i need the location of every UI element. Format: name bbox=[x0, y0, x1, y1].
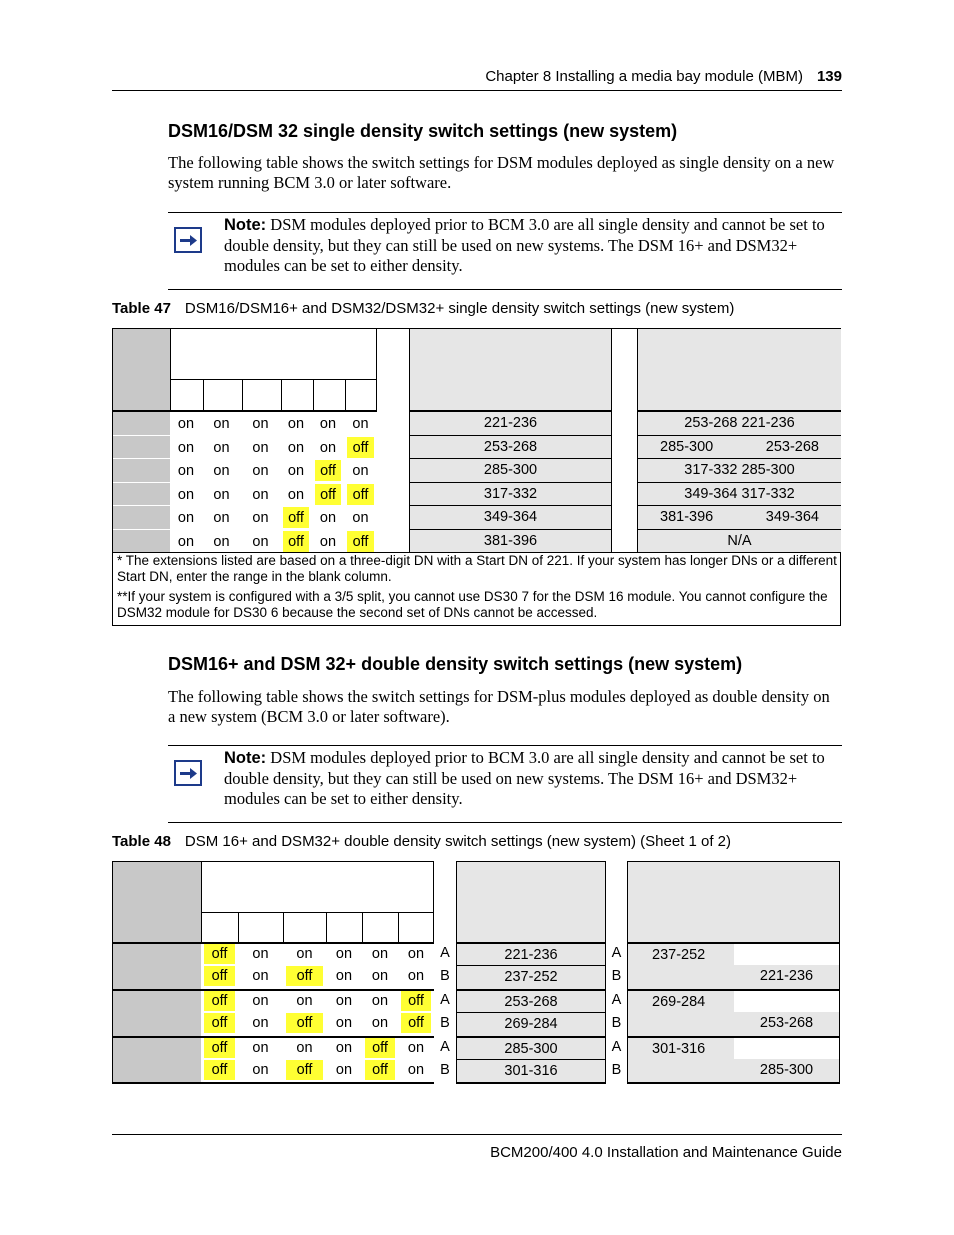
switch-cell: on bbox=[252, 946, 269, 962]
port-label: A bbox=[611, 1038, 622, 1055]
switch-cell: on bbox=[252, 439, 269, 456]
switch-cell: on bbox=[335, 1062, 353, 1078]
dsm32-range-b: 285-300 bbox=[734, 1059, 840, 1082]
table-row bbox=[112, 965, 841, 988]
port-label: B bbox=[611, 968, 622, 985]
dsm32-range-a: 285-300 bbox=[660, 438, 714, 455]
switch-cell: off bbox=[315, 484, 341, 505]
switch-cell: off bbox=[204, 1013, 235, 1033]
switch-cell: on bbox=[319, 533, 337, 550]
switch-cell: on bbox=[335, 992, 353, 1009]
switch-cell: on bbox=[319, 510, 337, 526]
switch-cell: on bbox=[252, 463, 269, 479]
dsm16-range: 237-252 bbox=[456, 965, 606, 988]
dsm16-range: 317-332 bbox=[409, 483, 612, 507]
dsm32-range-pair bbox=[637, 436, 841, 460]
dsm16-range: 253-268 bbox=[409, 436, 612, 460]
switch-cell: off bbox=[347, 437, 374, 458]
port-label: A bbox=[440, 945, 450, 961]
switch-cell: off bbox=[365, 1060, 395, 1080]
switch-cell: on bbox=[213, 463, 230, 479]
dsm32-range-b: 253-268 bbox=[734, 1012, 840, 1035]
switch-cell: on bbox=[287, 486, 305, 503]
switch-cell: off bbox=[283, 531, 309, 552]
section-heading-double-density: DSM16+ and DSM 32+ double density switch settings (new system) bbox=[168, 654, 743, 674]
switch-cell: on bbox=[287, 463, 305, 479]
table-row bbox=[113, 412, 840, 436]
switch-cell: on bbox=[177, 439, 195, 456]
switch-cell: on bbox=[252, 486, 269, 503]
page-number: 139 bbox=[816, 68, 842, 85]
table-row bbox=[113, 506, 840, 530]
note-text-1: Note: DSM modules deployed prior to BCM 3.0 are all single density and cannot be set to double density, but they can still be used on new systems. The DSM 16+ and DSM32+ modules can be set to either density. bbox=[224, 215, 825, 275]
dsm16-range: 221-236 bbox=[456, 942, 606, 965]
port-label: B bbox=[440, 1015, 450, 1032]
dsm32-range-b bbox=[734, 989, 840, 1012]
table-47-footnote-1: * The extensions listed are based on a three-digit DN with a Start DN of 221. If your system has longer DNs or a different Start DN, enter the range in the blank column. bbox=[117, 553, 837, 584]
switch-cell: on bbox=[213, 486, 230, 503]
dsm32-range-b bbox=[734, 1036, 840, 1059]
table-row bbox=[112, 1012, 841, 1035]
note-box-2 bbox=[168, 745, 842, 823]
switch-cell: on bbox=[352, 510, 369, 526]
switch-cell: on bbox=[252, 533, 269, 550]
dsm32-range-b: 253-268 bbox=[765, 438, 819, 455]
switch-cell: on bbox=[371, 992, 389, 1009]
switch-cell: on bbox=[352, 416, 369, 432]
switch-cell: on bbox=[177, 533, 195, 550]
dsm16-range: 253-268 bbox=[456, 989, 606, 1012]
switch-cell: on bbox=[335, 946, 353, 962]
table-48 bbox=[112, 861, 841, 1083]
port-label: B bbox=[440, 1062, 450, 1078]
switch-cell: on bbox=[213, 439, 230, 456]
dsm32-range: N/A bbox=[637, 530, 841, 554]
arrow-right-icon bbox=[174, 227, 202, 253]
switch-cell: off bbox=[204, 966, 235, 986]
switch-cell: on bbox=[213, 416, 230, 432]
dsm32-range-a: 269-284 bbox=[627, 989, 734, 1012]
table-row bbox=[113, 459, 840, 483]
switch-cell: on bbox=[335, 968, 353, 985]
port-label: B bbox=[611, 1062, 622, 1078]
switch-cell: on bbox=[296, 992, 313, 1009]
port-label: B bbox=[611, 1015, 622, 1032]
header-text bbox=[485, 68, 842, 85]
switch-cell: off bbox=[204, 1038, 235, 1058]
switch-cell: off bbox=[286, 1013, 323, 1033]
page-header bbox=[112, 64, 842, 91]
dsm16-range: 301-316 bbox=[456, 1059, 606, 1082]
table-47 bbox=[112, 328, 841, 626]
dsm16-range: 221-236 bbox=[409, 412, 612, 436]
switch-cell: on bbox=[252, 1062, 269, 1078]
switch-cell: on bbox=[213, 510, 230, 526]
switch-cell: on bbox=[252, 510, 269, 526]
switch-cell: on bbox=[335, 1015, 353, 1032]
dsm32-range-a bbox=[627, 1012, 734, 1035]
switch-cell: on bbox=[407, 968, 425, 985]
switch-cell: on bbox=[371, 1015, 389, 1032]
dsm32-range: 317-332 285-300 bbox=[637, 459, 841, 483]
switch-cell: on bbox=[287, 439, 305, 456]
switch-cell: on bbox=[213, 533, 230, 550]
table-48-caption: Table 48 DSM 16+ and DSM32+ double density switch settings (new system) (Sheet 1 of 2) bbox=[112, 833, 732, 850]
switch-cell: on bbox=[407, 1062, 425, 1078]
switch-cell: on bbox=[252, 968, 269, 985]
table-row bbox=[112, 942, 841, 965]
dsm32-range-a bbox=[627, 1059, 734, 1082]
table-47-footnote-2: **If your system is configured with a 3/5 split, you cannot use DS30 7 for the DSM 16 module. You cannot configure the DSM32 module for DS30 6 because the second set of DNs cannot be accessed. bbox=[117, 589, 828, 620]
switch-cell: off bbox=[286, 1060, 323, 1080]
table-row bbox=[112, 1059, 841, 1082]
dsm32-range-a bbox=[627, 965, 734, 988]
section-heading-single-density: DSM16/DSM 32 single density switch settings (new system) bbox=[168, 121, 678, 141]
switch-cell: on bbox=[319, 416, 337, 432]
port-label: A bbox=[611, 991, 622, 1008]
switch-cell: on bbox=[252, 992, 269, 1009]
switch-cell: off bbox=[283, 507, 309, 528]
switch-cell: on bbox=[371, 968, 389, 985]
dsm16-range: 285-300 bbox=[409, 459, 612, 483]
table-47-caption: Table 47 DSM16/DSM16+ and DSM32/DSM32+ single density switch settings (new system) bbox=[112, 300, 735, 317]
dsm32-range-b bbox=[734, 942, 840, 965]
switch-cell: off bbox=[286, 966, 323, 986]
switch-cell: on bbox=[296, 1039, 313, 1056]
switch-cell: on bbox=[252, 416, 269, 432]
footer-title: BCM200/400 4.0 Installation and Maintenance Guide bbox=[490, 1144, 842, 1161]
dsm16-range: 349-364 bbox=[409, 506, 612, 530]
switch-cell: off bbox=[365, 1038, 395, 1058]
switch-cell: off bbox=[347, 531, 374, 552]
switch-cell: off bbox=[204, 944, 235, 964]
switch-cell: off bbox=[315, 460, 341, 481]
dsm16-range: 381-396 bbox=[409, 530, 612, 554]
switch-cell: off bbox=[204, 1060, 235, 1080]
note-box-1 bbox=[168, 212, 842, 290]
switch-cell: off bbox=[204, 991, 235, 1011]
switch-cell: on bbox=[335, 1039, 353, 1056]
switch-cell: on bbox=[177, 486, 195, 503]
switch-cell: on bbox=[177, 416, 195, 432]
switch-cell: on bbox=[352, 463, 369, 479]
chapter-title: Chapter 8 Installing a media bay module (MBM) bbox=[485, 68, 803, 85]
table-row bbox=[112, 1036, 841, 1059]
arrow-right-icon bbox=[174, 760, 202, 786]
port-label: A bbox=[440, 1038, 450, 1055]
port-label: B bbox=[440, 968, 450, 985]
table-row bbox=[112, 989, 841, 1012]
switch-cell: on bbox=[407, 946, 425, 962]
note-text-2: Note: DSM modules deployed prior to BCM 3.0 are all single density and cannot be set to double density, but they can still be used on new systems. The DSM 16+ and DSM32+ modules can be set to either density. bbox=[224, 748, 825, 808]
port-label: A bbox=[440, 991, 450, 1008]
switch-cell: off bbox=[401, 991, 431, 1011]
switch-cell: on bbox=[319, 439, 337, 456]
switch-cell: on bbox=[252, 1039, 269, 1056]
table-row bbox=[113, 530, 840, 554]
section-intro-double-density: The following table shows the switch settings for DSM-plus modules deployed as double density on a new system (BCM 3.0 or later software). bbox=[168, 687, 830, 726]
dsm16-range: 269-284 bbox=[456, 1012, 606, 1035]
switch-cell: on bbox=[252, 1015, 269, 1032]
dsm32-range: 253-268 221-236 bbox=[637, 412, 841, 436]
dsm32-range-a: 301-316 bbox=[627, 1036, 734, 1059]
table-row bbox=[113, 436, 840, 460]
dsm32-range: 349-364 317-332 bbox=[637, 483, 841, 507]
switch-cell: on bbox=[177, 463, 195, 479]
switch-cell: off bbox=[401, 1013, 431, 1033]
switch-cell: on bbox=[287, 416, 305, 432]
section-intro-single-density: The following table shows the switch settings for DSM modules deployed as single density on a new system running BCM 3.0 or later software. bbox=[168, 153, 835, 192]
dsm32-range-b: 349-364 bbox=[765, 509, 819, 525]
dsm32-range-a: 381-396 bbox=[660, 509, 714, 525]
switch-cell: on bbox=[407, 1039, 425, 1056]
switch-cell: on bbox=[296, 946, 313, 962]
switch-cell: off bbox=[347, 484, 374, 505]
dsm32-range-a: 237-252 bbox=[627, 942, 734, 965]
port-label: A bbox=[611, 945, 622, 961]
switch-cell: on bbox=[177, 510, 195, 526]
dsm16-range: 285-300 bbox=[456, 1036, 606, 1059]
switch-cell: on bbox=[371, 946, 389, 962]
table-row bbox=[113, 483, 840, 507]
dsm32-range-pair bbox=[637, 506, 841, 530]
dsm32-range-b: 221-236 bbox=[734, 965, 840, 988]
